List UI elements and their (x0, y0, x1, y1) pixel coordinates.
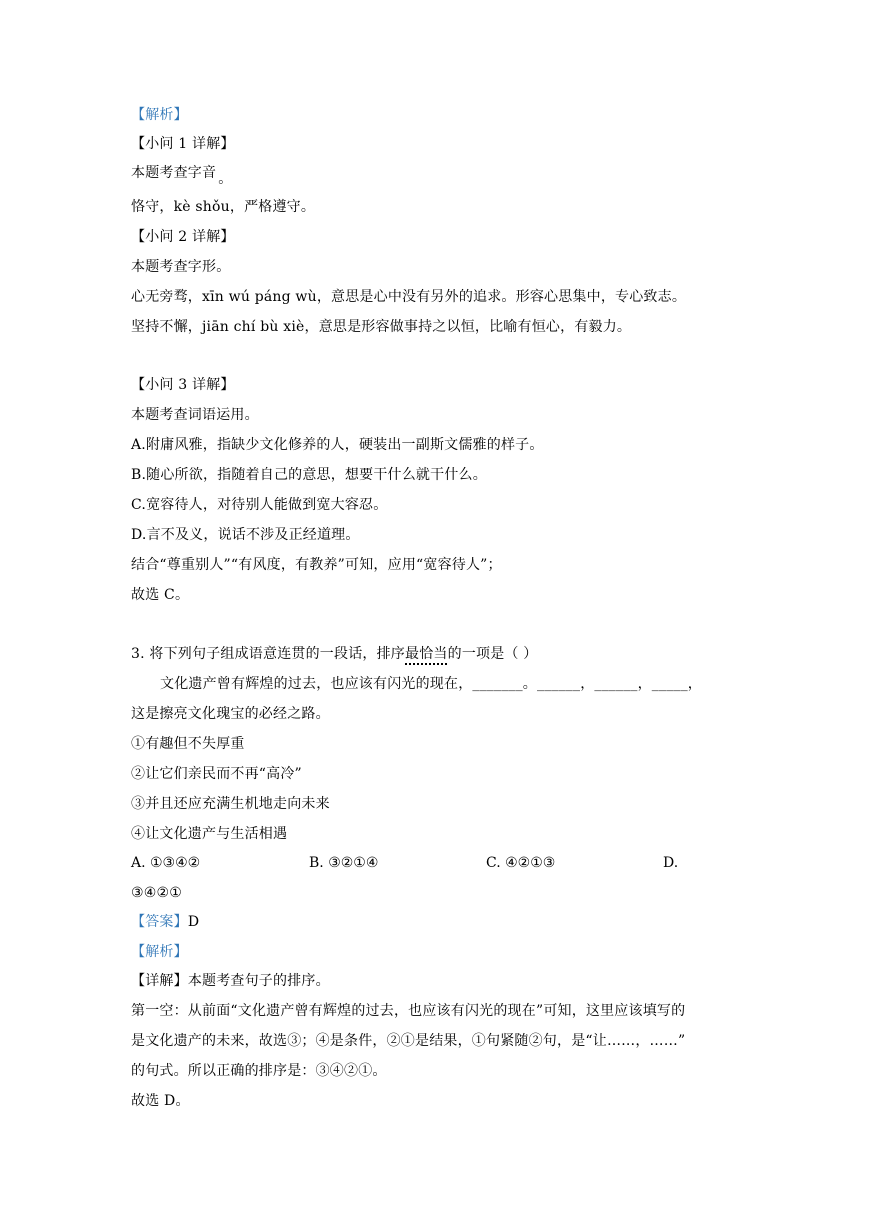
subquestion-3-conclusion-2: 故选 C。 (131, 587, 190, 603)
sentence-3: ③并且还应充满生机地走向未来 (131, 796, 330, 812)
choice-a: A. ①③④② (131, 855, 201, 871)
subquestion-1-line-1 (131, 163, 233, 187)
question-3-stem (131, 644, 537, 664)
subquestion-3-option-b: B.随心所欲，指随着自己的意思，想要干什么就干什么。 (131, 467, 487, 483)
sentence-1: ①有趣但不失厚重 (131, 736, 245, 752)
period-mark: 。 (218, 171, 233, 187)
subquestion-1-line-2: 恪守，kè shǒu，严格遵守。 (131, 199, 316, 215)
final-conclusion: 故选 D。 (131, 1093, 190, 1109)
stem-post: 的一项是（ ） (447, 646, 538, 662)
passage-line-1: 文化遗产曾有辉煌的过去，也应该有闪光的现在，_______。______，______，_____， (160, 676, 702, 692)
subquestion-3-option-a: A.附庸风雅，指缺少文化修养的人，硬装出一副斯文儒雅的样子。 (131, 437, 544, 453)
stem-pre: 3. 将下列句子组成语意连贯的一段话，排序 (131, 646, 406, 662)
choice-d: D. (663, 855, 679, 871)
explanation-line-2: 是文化遗产的未来，故选③；④是条件，②①是结果，①句紧随②句，是“让……，……” (131, 1033, 686, 1049)
answer-line (131, 912, 199, 932)
detail-tag: 【详解】 (131, 973, 188, 989)
analysis-heading: 【解析】 (131, 107, 188, 123)
stem-emphasis: 最恰当 (405, 646, 448, 662)
sentence-4: ④让文化遗产与生活相遇 (131, 826, 288, 842)
subquestion-3-conclusion-1: 结合“尊重别人”“有风度，有教养”可知，应用“宽容待人”； (131, 557, 502, 573)
sentence-2: ②让它们亲民而不再“高冷” (131, 766, 302, 782)
subquestion-3-option-c: C.宽容待人，对待别人能做到宽大容忍。 (131, 497, 388, 513)
explanation-line-3: 的句式。所以正确的排序是：③④②①。 (131, 1063, 387, 1079)
subquestion-3-option-d: D.言不及义，说话不涉及正经道理。 (131, 527, 360, 543)
answer-tag: 【答案】 (131, 914, 188, 930)
text: 本题考查字音 (131, 165, 217, 181)
choice-b: B. ③②①④ (309, 855, 379, 871)
answer-value: D (187, 914, 200, 930)
detail-line (131, 971, 330, 991)
choice-d-continued: ③④②① (131, 885, 183, 901)
subquestion-2-heading: 【小问 2 详解】 (131, 229, 235, 245)
subquestion-3-line-1: 本题考查词语运用。 (131, 407, 259, 423)
analysis-heading-2: 【解析】 (131, 944, 188, 960)
detail-text: 本题考查句子的排序。 (187, 973, 330, 989)
subquestion-2-line-1: 本题考查字形。 (131, 259, 231, 275)
subquestion-1-heading: 【小问 1 详解】 (131, 136, 235, 152)
explanation-line-1: 第一空：从前面“文化遗产曾有辉煌的过去，也应该有闪光的现在”可知，这里应该填写的 (131, 1003, 686, 1019)
passage-line-2: 这是擦亮文化瑰宝的必经之路。 (131, 706, 330, 722)
subquestion-3-heading: 【小问 3 详解】 (131, 377, 235, 393)
subquestion-2-line-3: 坚持不懈，jiān chí bù xiè，意思是形容做事持之以恒，比喻有恒心，有毅力。 (131, 319, 632, 335)
subquestion-2-line-2: 心无旁骛，xīn wú páng wù，意思是心中没有另外的追求。形容心思集中，专心致志。 (131, 289, 687, 305)
choice-c: C. ④②①③ (486, 855, 556, 871)
